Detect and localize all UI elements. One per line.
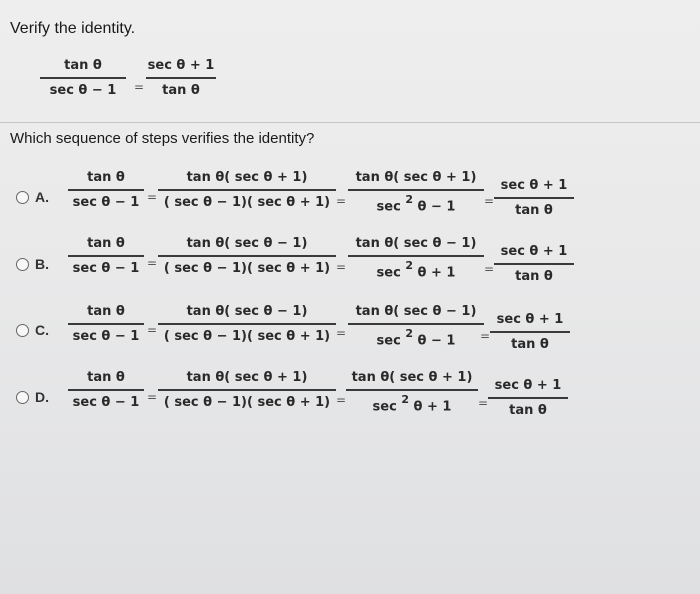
exponent: 2 <box>405 258 413 272</box>
identity-equals: = <box>134 80 145 94</box>
identity-rhs <box>146 58 216 98</box>
option-c-step-1 <box>68 304 144 344</box>
step-denominator: tan θ <box>511 336 549 352</box>
step-numerator: tan θ( sec θ + 1) <box>351 370 473 385</box>
equals-sign: = <box>336 393 347 407</box>
option-b-step-2 <box>158 236 336 276</box>
identity-rhs-den: tan θ <box>162 82 200 98</box>
step-denominator: ( sec θ − 1)( sec θ + 1) <box>163 260 331 276</box>
step-numerator: tan θ <box>87 370 125 385</box>
identity-lhs <box>40 58 126 98</box>
option-a[interactable] <box>16 189 49 205</box>
equals-sign: = <box>147 256 158 270</box>
option-d-step-4 <box>488 378 568 418</box>
radio-button[interactable] <box>16 191 29 204</box>
theta-term: θ + 1 <box>417 264 456 280</box>
radio-button[interactable] <box>16 391 29 404</box>
option-a-step-4 <box>494 178 574 218</box>
equals-sign: = <box>336 326 347 340</box>
step-numerator: sec θ + 1 <box>494 378 562 393</box>
step-numerator: tan θ <box>87 304 125 319</box>
step-denominator: ( sec θ − 1)( sec θ + 1) <box>163 194 331 210</box>
option-label: B. <box>35 256 49 272</box>
sec-text: sec <box>376 198 401 214</box>
option-c[interactable] <box>16 322 49 338</box>
section-divider <box>0 122 700 123</box>
option-a-step-1 <box>68 170 144 210</box>
theta-term: θ − 1 <box>417 198 456 214</box>
equals-sign: = <box>147 323 158 337</box>
identity-lhs-num: tan θ <box>64 58 102 73</box>
step-denominator <box>373 325 460 348</box>
option-c-step-4 <box>490 312 570 352</box>
step-denominator: sec θ − 1 <box>72 194 140 210</box>
equals-sign: = <box>484 194 495 208</box>
radio-button[interactable] <box>16 258 29 271</box>
step-numerator: tan θ( sec θ + 1) <box>186 370 308 385</box>
step-denominator <box>373 257 460 280</box>
step-denominator: ( sec θ − 1)( sec θ + 1) <box>163 328 331 344</box>
equals-sign: = <box>478 396 489 410</box>
step-denominator: sec θ − 1 <box>72 394 140 410</box>
step-numerator: tan θ <box>87 170 125 185</box>
option-b-step-4 <box>494 244 574 284</box>
exponent: 2 <box>405 192 413 206</box>
step-numerator: sec θ + 1 <box>500 244 568 259</box>
theta-term: θ + 1 <box>413 398 452 414</box>
step-numerator: tan θ( sec θ + 1) <box>186 170 308 185</box>
equals-sign: = <box>147 190 158 204</box>
option-label: A. <box>35 189 49 205</box>
option-a-step-2 <box>158 170 336 210</box>
equals-sign: = <box>336 194 347 208</box>
identity-rhs-num: sec θ + 1 <box>147 58 215 73</box>
exponent: 2 <box>401 392 409 406</box>
option-d-step-1 <box>68 370 144 410</box>
option-d-step-2 <box>158 370 336 410</box>
option-c-step-2 <box>158 304 336 344</box>
option-b-step-1 <box>68 236 144 276</box>
sec-text: sec <box>376 264 401 280</box>
step-denominator: sec θ − 1 <box>72 260 140 276</box>
step-numerator: tan θ( sec θ − 1) <box>355 304 477 319</box>
prompt-title: Verify the identity. <box>10 20 136 37</box>
theta-term: θ − 1 <box>417 332 456 348</box>
option-b[interactable] <box>16 256 49 272</box>
step-numerator: sec θ + 1 <box>496 312 564 327</box>
option-label: D. <box>35 389 49 405</box>
step-numerator: tan θ <box>87 236 125 251</box>
option-a-step-3 <box>348 170 484 214</box>
equals-sign: = <box>147 390 158 404</box>
step-denominator: ( sec θ − 1)( sec θ + 1) <box>163 394 331 410</box>
step-denominator: sec θ − 1 <box>72 328 140 344</box>
step-denominator <box>373 191 460 214</box>
exponent: 2 <box>405 326 413 340</box>
sec-text: sec <box>376 332 401 348</box>
step-numerator: tan θ( sec θ + 1) <box>355 170 477 185</box>
step-numerator: tan θ( sec θ − 1) <box>186 236 308 251</box>
step-denominator: tan θ <box>509 402 547 418</box>
radio-button[interactable] <box>16 324 29 337</box>
equals-sign: = <box>336 260 347 274</box>
option-d-step-3 <box>346 370 478 414</box>
sec-text: sec <box>372 398 397 414</box>
step-numerator: sec θ + 1 <box>500 178 568 193</box>
step-numerator: tan θ( sec θ − 1) <box>355 236 477 251</box>
identity-lhs-den: sec θ − 1 <box>49 82 117 98</box>
question-text: Which sequence of steps verifies the identity? <box>10 130 315 147</box>
option-b-step-3 <box>348 236 484 280</box>
step-denominator: tan θ <box>515 268 553 284</box>
step-denominator: tan θ <box>515 202 553 218</box>
option-d[interactable] <box>16 389 49 405</box>
equals-sign: = <box>480 329 491 343</box>
step-numerator: tan θ( sec θ − 1) <box>186 304 308 319</box>
option-label: C. <box>35 322 49 338</box>
step-denominator <box>369 391 456 414</box>
option-c-step-3 <box>348 304 484 348</box>
equals-sign: = <box>484 262 495 276</box>
